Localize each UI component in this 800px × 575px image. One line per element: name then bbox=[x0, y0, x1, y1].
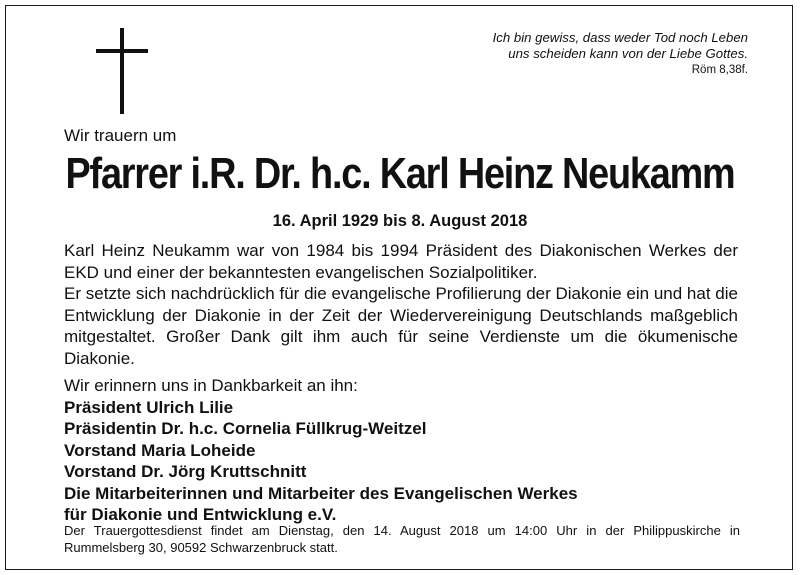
bible-quote bbox=[493, 30, 748, 78]
remember-intro: Wir erinnern uns in Dankbarkeit an ihn: bbox=[64, 376, 358, 395]
quote-line-2: uns scheiden kann von der Liebe Gottes. bbox=[508, 46, 748, 61]
life-dates: 16. April 1929 bis 8. August 2018 bbox=[272, 212, 528, 230]
quote-reference: Röm 8,38f. bbox=[691, 64, 748, 76]
service-notice: Der Trauergottesdienst findet am Dienstag, den 14. August 2018 um 14:00 Uhr in der Philippuskirche in Rummelsberg 30, 90592 Schwarzenbruck statt. bbox=[64, 523, 740, 555]
quote-line-1: Ich bin gewiss, dass weder Tod noch Leben bbox=[492, 30, 748, 45]
signatory: Präsidentin Dr. h.c. Cornelia Füllkrug-Weitzel bbox=[64, 419, 427, 438]
biography-paragraph: Karl Heinz Neukamm war von 1984 bis 1994 Präsident des Diakonischen Werkes der EKD und einer der bekanntesten evangelischen Sozialpolitiker. bbox=[64, 241, 738, 282]
deceased-name: Pfarrer i.R. Dr. h.c. Karl Heinz Neukamm bbox=[65, 149, 735, 198]
cross-icon bbox=[96, 28, 148, 114]
biography-paragraph: Er setzte sich nachdrücklich für die evangelische Profilierung der Diakonie ein und hat die Entwicklung der Diakonie in der Zeit der Wiedervereinigung Deutschlands maßgeblich mitgestaltet. Großer Dank gilt ihm auch für seine Verdienste um die ökumenische Diakonie. bbox=[64, 284, 738, 368]
signatory: Vorstand Maria Loheide bbox=[64, 440, 256, 460]
signatories-block bbox=[64, 375, 578, 526]
mourning-intro: Wir trauern um bbox=[64, 126, 177, 145]
signatory: Präsident Ulrich Lilie bbox=[64, 397, 234, 417]
signatory: Vorstand Dr. Jörg Kruttschnitt bbox=[64, 462, 307, 481]
biography bbox=[64, 240, 738, 369]
signatory: Die Mitarbeiterinnen und Mitarbeiter des Evangelischen Werkes bbox=[64, 483, 578, 503]
signatory: für Diakonie und Entwicklung e.V. bbox=[64, 505, 337, 524]
